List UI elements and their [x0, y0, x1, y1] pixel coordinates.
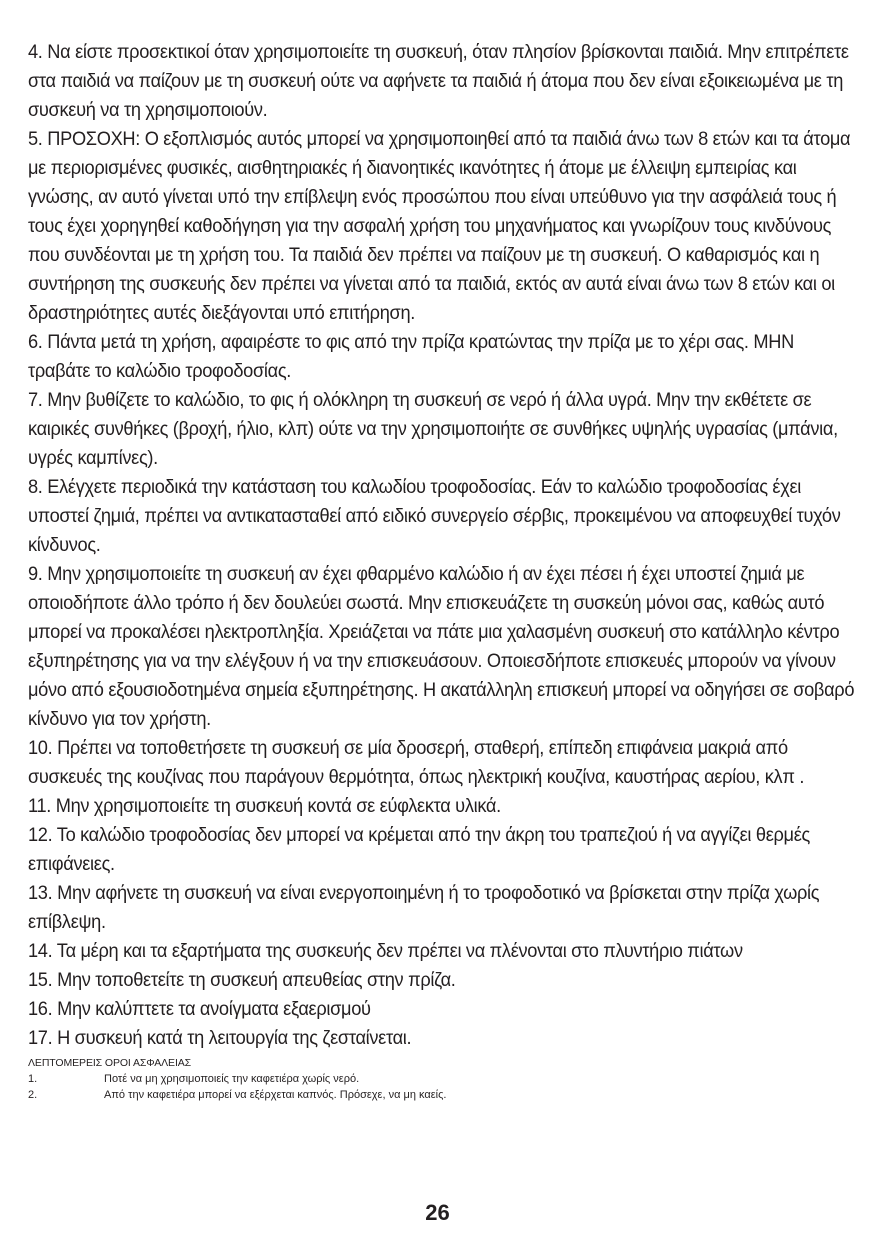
- instruction-item-6: 6. Πάντα μετά τη χρήση, αφαιρέστε το φις από την πρίζα κρατώντας την πρίζα με το χέρι σας. ΜΗΝ τραβάτε το καλώδιο τροφοδοσίας.: [28, 331, 794, 382]
- instruction-item-13: 13. Μην αφήνετε τη συσκευή να είναι ενεργοποιημένη ή το τροφοδοτικό να βρίσκεται στην πρίζα χωρίς επίβλεψη.: [28, 882, 820, 933]
- instruction-item-17: 17. Η συσκευή κατά τη λειτουργία της ζεσταίνεται.: [28, 1027, 412, 1049]
- detailed-term-number: 1.: [28, 1073, 38, 1085]
- instruction-item-7: 7. Μην βυθίζετε το καλώδιο, το φις ή ολόκληρη τη συσκευή σε νερό ή άλλα υγρά. Μην την εκθέτετε σε καιρικές συνθήκες (βροχή, ήλιο, κλπ) ούτε να την χρησιμοποιήτε σε συνθήκες υψηλής υγρασίας (μπάνια, υγρές καμπίνες).: [28, 389, 838, 469]
- detailed-term-number: 2.: [28, 1089, 38, 1101]
- instruction-item-16: 16. Μην καλύπτετε τα ανοίγματα εξαερισμού: [28, 998, 371, 1020]
- detailed-safety-terms-heading: ΛΕΠΤΟΜΕΡΕΙΣ ΟΡΟΙ ΑΣΦΑΛΕΙΑΣ: [28, 1057, 192, 1069]
- instruction-item-4: 4. Να είστε προσεκτικοί όταν χρησιμοποιείτε τη συσκευή, όταν πλησίον βρίσκονται παιδιά. Μην επιτρέπετε στα παιδιά να παίζουν με τη συσκευή ούτε να αφήνετε τα παιδιά ή άτομα που δεν είναι εξοικειωμένα με τη συσκευή να τη χρησιμοποιούν.: [28, 41, 849, 121]
- instruction-item-15: 15. Μην τοποθετείτε τη συσκευή απευθείας στην πρίζα.: [28, 969, 456, 991]
- instruction-item-9: 9. Μην χρησιμοποιείτε τη συσκευή αν έχει φθαρμένο καλώδιο ή αν έχει πέσει ή έχει υποστεί ζημιά με οποιοδήποτε άλλο τρόπο ή δεν δουλεύει σωστά. Μην επισκευάζετε τη συσκεύη μόνοι σας, καθώς αυτό μπορεί να προκαλέσει ηλεκτροπληξία. Χρειάζεται να πάτε μια χαλασμένη συσκευή στο κατάλληλο κέντρο εξυπηρέτησης για να την ελέγξουν ή να την επισκευάσουν. Οποιεσδήποτε επισκευές μπορούν να γίνουν μόνο από εξουσιοδοτημένα σημεία εξυπηρέτησης. Η ακατάλληλη επισκευή μπορεί να οδηγήσει σε σοβαρό κίνδυνο για τον χρήστη.: [28, 563, 855, 730]
- safety-instructions-text: [28, 38, 858, 1103]
- instruction-item-14: 14. Τα μέρη και τα εξαρτήματα της συσκευής δεν πρέπει να πλένονται στο πλυντήριο πιάτων: [28, 940, 743, 962]
- detailed-term-item: [28, 1071, 858, 1087]
- detailed-term-text: Από την καφετιέρα μπορεί να εξέρχεται καπνός. Πρόσεχε, να μη καείς.: [104, 1089, 447, 1101]
- detailed-term-text: Ποτέ να μη χρησιμοποιείς την καφετιέρα χωρίς νερό.: [104, 1073, 360, 1085]
- instruction-item-8: 8. Ελέγχετε περιοδικά την κατάσταση του καλωδίου τροφοδοσίας. Εάν το καλώδιο τροφοδοσίας έχει υποστεί ζημιά, πρέπει να αντικατασταθεί από ειδικό συνεργείο σέρβις, προκειμένου να αποφευχθεί τυχόν κίνδυνος.: [28, 476, 841, 556]
- instruction-item-5: 5. ΠΡΟΣΟΧΗ: Ο εξοπλισμός αυτός μπορεί να χρησιμοποιηθεί από τα παιδιά άνω των 8 ετών και τα άτομα με περιορισμένες φυσικές, αισθητηριακές ή διανοητικές ικανότητες ή άτομε με έλλειψη εμπειρίας και γνώσης, αν αυτό γίνεται υπό την επίβλεψη ενός προσώπου που είναι υπεύθυνο για την ασφάλειά τους ή τους έχει χορηγηθεί καθοδήγηση για την ασφαλή χρήση του μηχανήματος και γνωρίζουν τους κινδύνους που συνδέονται με τη χρήση του. Τα παιδιά δεν πρέπει να παίζουν με τη συσκευή. Ο καθαρισμός και η συντήρηση της συσκευής δεν πρέπει να γίνεται από τα παιδιά, εκτός αν αυτά είναι άνω των 8 ετών και οι δραστηριότητες αυτές διεξάγονται υπό επιτήρηση.: [28, 128, 851, 324]
- instruction-item-10: 10. Πρέπει να τοποθετήσετε τη συσκευή σε μία δροσερή, σταθερή, επίπεδη επιφάνεια μακριά από συσκευές της κουζίνας που παράγουν θερμότητα, όπως ηλεκτρική κουζίνα, καυστήρας αερίου, κλπ .: [28, 737, 805, 788]
- instruction-item-12: 12. Το καλώδιο τροφοδοσίας δεν μπορεί να κρέμεται από την άκρη του τραπεζιού ή να αγγίζει θερμές επιφάνειες.: [28, 824, 810, 875]
- instruction-item-11: 11. Μην χρησιμοποιείτε τη συσκευή κοντά σε εύφλεκτα υλικά.: [28, 795, 501, 817]
- detailed-term-item: [28, 1087, 858, 1103]
- page-number: 26: [425, 1200, 450, 1225]
